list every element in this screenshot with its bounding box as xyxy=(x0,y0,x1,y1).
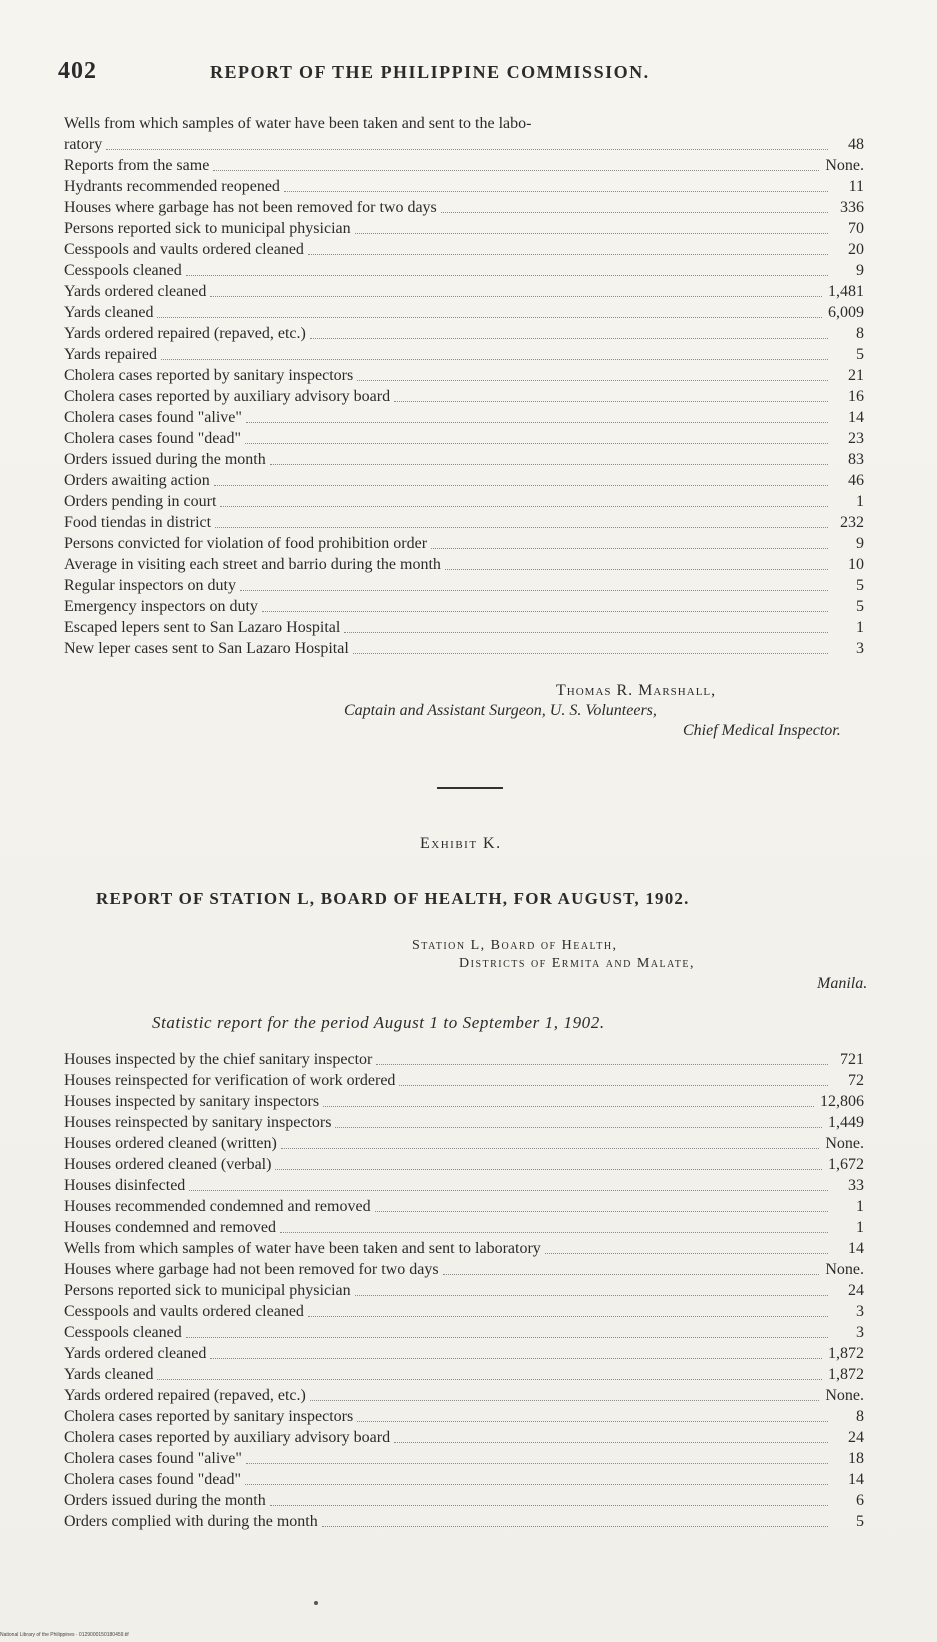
dot-leader xyxy=(431,548,828,549)
stat-row xyxy=(64,1280,864,1301)
stat-label: Cholera cases reported by auxiliary advisory board xyxy=(64,388,391,405)
dot-leader xyxy=(308,254,828,255)
stat-row xyxy=(64,323,864,344)
stat-value: 24 xyxy=(848,1429,864,1446)
stat-list-section1 xyxy=(64,113,864,659)
stat-row xyxy=(64,1133,864,1154)
stat-value: 1,481 xyxy=(828,283,864,300)
stat-value: 1 xyxy=(856,1219,864,1236)
stat-row xyxy=(64,134,864,155)
dot-leader xyxy=(394,1442,828,1443)
dot-leader xyxy=(270,1505,828,1506)
stat-label: Persons convicted for violation of food prohibition order xyxy=(64,535,428,552)
stat-label: Houses inspected by sanitary inspectors xyxy=(64,1093,320,1110)
dot-leader xyxy=(210,1358,822,1359)
stat-label: Wells from which samples of water have been taken and sent to laboratory xyxy=(64,1240,541,1257)
dot-leader xyxy=(445,569,828,570)
stat-label: Hydrants recommended reopened xyxy=(64,178,280,195)
dot-leader xyxy=(245,443,828,444)
stat-label-line2: ratory xyxy=(64,136,103,153)
stat-label: Yards cleaned xyxy=(64,1366,154,1383)
stat-label: Cholera cases found "alive" xyxy=(64,409,242,426)
stat-value: 1,872 xyxy=(828,1366,864,1383)
stat-row xyxy=(64,428,864,449)
stat-label: Houses reinspected for verification of work ordered xyxy=(64,1072,396,1089)
stat-value: 24 xyxy=(848,1282,864,1299)
dot-leader xyxy=(355,233,828,234)
stat-label: Cesspools and vaults ordered cleaned xyxy=(64,1303,304,1320)
stat-value: 21 xyxy=(848,367,864,384)
dot-leader xyxy=(275,1169,822,1170)
stat-value: 1 xyxy=(856,493,864,510)
dot-leader xyxy=(245,1484,828,1485)
dot-leader xyxy=(284,191,828,192)
stat-row xyxy=(64,1070,864,1091)
stat-label: Orders awaiting action xyxy=(64,472,210,489)
stat-value: 16 xyxy=(848,388,864,405)
stat-row xyxy=(64,617,864,638)
dot-leader xyxy=(106,149,828,150)
stat-label: Orders pending in court xyxy=(64,493,217,510)
stat-value: 8 xyxy=(856,1408,864,1425)
dot-leader xyxy=(323,1106,814,1107)
stat-label: Cholera cases reported by sanitary inspectors xyxy=(64,1408,354,1425)
dot-leader xyxy=(186,275,828,276)
stat-label: Emergency inspectors on duty xyxy=(64,598,258,615)
stat-label: Houses disinfected xyxy=(64,1177,186,1194)
dot-leader xyxy=(443,1274,820,1275)
stat-row xyxy=(64,1196,864,1217)
stat-value: 1 xyxy=(856,1198,864,1215)
stat-row xyxy=(64,1154,864,1175)
stat-row xyxy=(64,344,864,365)
stat-value: 33 xyxy=(848,1177,864,1194)
stat-row xyxy=(64,1049,864,1070)
signature-name: Thomas R. Marshall, xyxy=(556,682,717,699)
stat-label: Orders issued during the month xyxy=(64,451,266,468)
dot-leader xyxy=(157,1379,822,1380)
stat-value: 9 xyxy=(856,535,864,552)
stat-label: Yards ordered repaired (repaved, etc.) xyxy=(64,1387,306,1404)
stat-value: None. xyxy=(825,1135,864,1152)
stat-value: 48 xyxy=(848,136,864,153)
stat-row xyxy=(64,386,864,407)
stat-value: 721 xyxy=(840,1051,864,1068)
section-divider xyxy=(437,787,503,789)
page-number: 402 xyxy=(58,58,97,84)
stat-row xyxy=(64,1343,864,1364)
stat-label: Cholera cases found "alive" xyxy=(64,1450,242,1467)
stat-label: Cesspools cleaned xyxy=(64,262,182,279)
stat-label: Persons reported sick to municipal physician xyxy=(64,1282,351,1299)
stat-label: Cholera cases found "dead" xyxy=(64,430,241,447)
stat-row xyxy=(64,1364,864,1385)
dot-leader xyxy=(375,1211,828,1212)
dot-leader xyxy=(394,401,828,402)
dot-leader xyxy=(335,1127,822,1128)
stat-value: 14 xyxy=(848,1240,864,1257)
stat-row xyxy=(64,302,864,323)
stat-row xyxy=(64,554,864,575)
stat-row xyxy=(64,449,864,470)
stat-value: 20 xyxy=(848,241,864,258)
stat-label-line1: Wells from which samples of water have been taken and sent to the labo- xyxy=(64,115,532,132)
dot-leader xyxy=(545,1253,828,1254)
stat-row xyxy=(64,1322,864,1343)
stat-label: Cesspools and vaults ordered cleaned xyxy=(64,241,304,258)
stat-row xyxy=(64,638,864,659)
stat-label: Orders issued during the month xyxy=(64,1492,266,1509)
page-header xyxy=(58,58,858,94)
signature-title-role: Chief Medical Inspector. xyxy=(683,722,841,739)
stat-label: Regular inspectors on duty xyxy=(64,577,236,594)
stat-row xyxy=(64,533,864,554)
dot-leader xyxy=(270,464,828,465)
dot-leader xyxy=(355,1295,828,1296)
dot-leader xyxy=(213,170,819,171)
stat-row xyxy=(64,1406,864,1427)
dot-leader xyxy=(310,1400,820,1401)
dot-leader xyxy=(186,1337,828,1338)
signature-title-rank: Captain and Assistant Surgeon, U. S. Volunteers, xyxy=(344,702,657,719)
dot-leader xyxy=(262,611,828,612)
stat-row xyxy=(64,491,864,512)
stat-row xyxy=(64,239,864,260)
report-title: REPORT OF STATION L, BOARD OF HEALTH, FOR AUGUST, 1902. xyxy=(96,889,690,908)
stat-value: 232 xyxy=(840,514,864,531)
stat-label: Houses ordered cleaned (verbal) xyxy=(64,1156,272,1173)
stat-value: 5 xyxy=(856,346,864,363)
dot-leader xyxy=(157,317,822,318)
stat-row xyxy=(64,365,864,386)
stat-row xyxy=(64,155,864,176)
stat-label: Orders complied with during the month xyxy=(64,1513,318,1530)
stat-row xyxy=(64,1385,864,1406)
stat-row xyxy=(64,596,864,617)
stat-row xyxy=(64,218,864,239)
stat-value: 14 xyxy=(848,1471,864,1488)
dot-leader xyxy=(240,590,828,591)
stat-value: 10 xyxy=(848,556,864,573)
stat-row xyxy=(64,1490,864,1511)
stat-value: 1,449 xyxy=(828,1114,864,1131)
stat-row xyxy=(64,1217,864,1238)
stat-label: Yards cleaned xyxy=(64,304,154,321)
stat-list-section2 xyxy=(64,1049,864,1532)
stat-row xyxy=(64,575,864,596)
stat-row xyxy=(64,1091,864,1112)
dot-leader xyxy=(161,359,828,360)
dot-leader xyxy=(281,1148,820,1149)
dot-leader xyxy=(357,380,828,381)
stat-value: 5 xyxy=(856,1513,864,1530)
stat-value: None. xyxy=(825,1387,864,1404)
stat-label: Cholera cases reported by auxiliary advisory board xyxy=(64,1429,391,1446)
stat-label: Houses ordered cleaned (written) xyxy=(64,1135,277,1152)
stat-label: Cesspools cleaned xyxy=(64,1324,182,1341)
stat-row xyxy=(64,407,864,428)
dot-leader xyxy=(246,1463,828,1464)
dot-leader xyxy=(189,1190,828,1191)
stat-row-wrapped xyxy=(64,113,864,134)
stat-label: Houses condemned and removed xyxy=(64,1219,276,1236)
stat-label: Escaped lepers sent to San Lazaro Hospital xyxy=(64,619,341,636)
stat-value: 336 xyxy=(840,199,864,216)
report-subtitle: Statistic report for the period August 1 to September 1, 1902. xyxy=(152,1013,605,1032)
stat-value: 83 xyxy=(848,451,864,468)
stat-label: New leper cases sent to San Lazaro Hospital xyxy=(64,640,349,657)
stat-row xyxy=(64,1259,864,1280)
dot-leader xyxy=(344,632,828,633)
stat-label: Houses reinspected by sanitary inspectors xyxy=(64,1114,332,1131)
dot-leader xyxy=(215,527,828,528)
scan-speck xyxy=(314,1601,318,1605)
stat-row xyxy=(64,1175,864,1196)
stat-label: Yards ordered repaired (repaved, etc.) xyxy=(64,325,306,342)
dot-leader xyxy=(353,653,828,654)
stat-value: 1,672 xyxy=(828,1156,864,1173)
dot-leader xyxy=(308,1316,828,1317)
stat-label: Persons reported sick to municipal physician xyxy=(64,220,351,237)
stat-value: 6,009 xyxy=(828,304,864,321)
stat-value: 23 xyxy=(848,430,864,447)
stat-row xyxy=(64,176,864,197)
dot-leader xyxy=(441,212,828,213)
stat-row xyxy=(64,1469,864,1490)
stat-value: 3 xyxy=(856,640,864,657)
dot-leader xyxy=(310,338,828,339)
stat-label: Houses recommended condemned and removed xyxy=(64,1198,371,1215)
dot-leader xyxy=(210,296,822,297)
stat-row xyxy=(64,470,864,491)
stat-value: 70 xyxy=(848,220,864,237)
stat-label: Houses where garbage had not been removed for two days xyxy=(64,1261,439,1278)
station-line-3: Manila. xyxy=(817,975,868,992)
stat-value: 12,806 xyxy=(820,1093,864,1110)
stat-label: Cholera cases reported by sanitary inspectors xyxy=(64,367,354,384)
stat-row xyxy=(64,512,864,533)
stat-value: 14 xyxy=(848,409,864,426)
stat-row xyxy=(64,1112,864,1133)
station-line-2: Districts of Ermita and Malate, xyxy=(459,956,695,971)
stat-row xyxy=(64,1448,864,1469)
stat-row xyxy=(64,1427,864,1448)
station-line-1: Station L, Board of Health, xyxy=(412,938,618,953)
exhibit-label: Exhibit K. xyxy=(420,835,502,852)
dot-leader xyxy=(246,422,828,423)
stat-value: 5 xyxy=(856,598,864,615)
stat-label: Houses inspected by the chief sanitary inspector xyxy=(64,1051,373,1068)
stat-label: Food tiendas in district xyxy=(64,514,212,531)
stat-row xyxy=(64,281,864,302)
stat-row xyxy=(64,260,864,281)
stat-label: Average in visiting each street and barrio during the month xyxy=(64,556,441,573)
stat-value: 3 xyxy=(856,1324,864,1341)
dot-leader xyxy=(280,1232,828,1233)
stat-label: Reports from the same xyxy=(64,157,210,174)
dot-leader xyxy=(220,506,828,507)
stat-value: None. xyxy=(825,1261,864,1278)
scan-footer-note: National Library of the Philippines · 0129000150180459.tif xyxy=(0,1632,129,1638)
stat-row xyxy=(64,1238,864,1259)
dot-leader xyxy=(399,1085,828,1086)
stat-label: Cholera cases found "dead" xyxy=(64,1471,241,1488)
stat-label: Yards repaired xyxy=(64,346,158,363)
dot-leader xyxy=(376,1064,828,1065)
stat-value: 11 xyxy=(848,178,864,195)
stat-value: 18 xyxy=(848,1450,864,1467)
stat-value: 8 xyxy=(856,325,864,342)
stat-label: Yards ordered cleaned xyxy=(64,1345,207,1362)
stat-value: 6 xyxy=(856,1492,864,1509)
stat-label: Houses where garbage has not been removed for two days xyxy=(64,199,437,216)
stat-row xyxy=(64,1301,864,1322)
stat-value: 1 xyxy=(856,619,864,636)
stat-value: 1,872 xyxy=(828,1345,864,1362)
stat-value: 5 xyxy=(856,577,864,594)
dot-leader xyxy=(322,1526,828,1527)
stat-value: 3 xyxy=(856,1303,864,1320)
stat-value: 46 xyxy=(848,472,864,489)
dot-leader xyxy=(214,485,828,486)
stat-value: None. xyxy=(825,157,864,174)
stat-row xyxy=(64,1511,864,1532)
stat-value: 72 xyxy=(848,1072,864,1089)
stat-value: 9 xyxy=(856,262,864,279)
stat-row xyxy=(64,197,864,218)
stat-label: Yards ordered cleaned xyxy=(64,283,207,300)
dot-leader xyxy=(357,1421,828,1422)
running-head: REPORT OF THE PHILIPPINE COMMISSION. xyxy=(210,62,650,82)
